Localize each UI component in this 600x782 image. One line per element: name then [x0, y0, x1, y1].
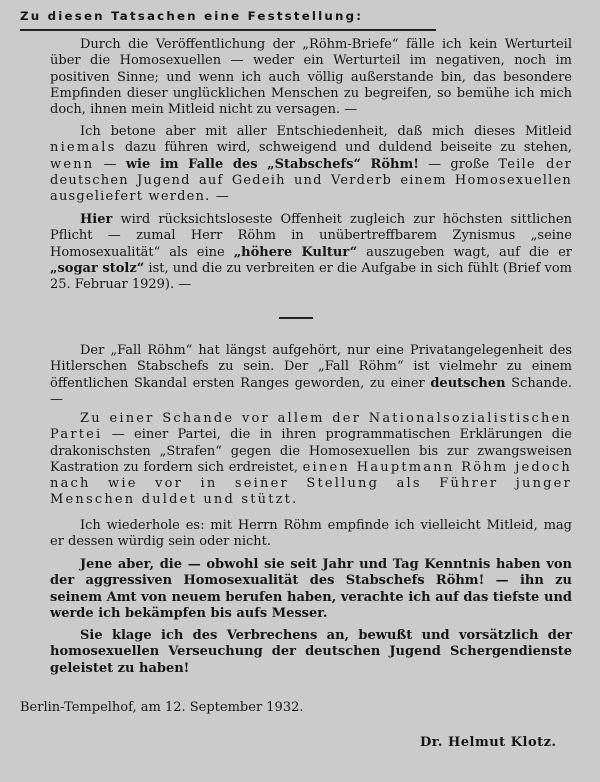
- paragraph-5: Zu einer Schande vor allem der Nationalsozialistischen Partei — einer Partei, die in ihren programmatischen Erklärungen die drakonischsten „Strafen“ gegen die Homosexuellen bis zur zwangsweisen Kastration zu fordern sich erdreistet, einen Hauptmann Röhm jedoch nach wie vor in seiner Stellung als Führer junger Menschen duldet und stützt.: [50, 411, 572, 508]
- paragraph-7: Jene aber, die — obwohl sie seit Jahr und Tag Kenntnis haben von der aggressiven Homosexualität des Stabschefs Röhm! — ihn zu seinem Amt von neuem berufen haben, verachte ich auf das tiefste und werde ich bekämpfen bis aufs Messer.: [50, 557, 572, 621]
- paragraph-3: Hier wird rücksichtsloseste Offenheit zugleich zur höchsten sittlichen Pflicht — zumal Herr Röhm in unübertreffbarem Zynismus „seine Homosexualität“ als eine „höhere Kultur“ auszugeben wagt, auf die er „sogar stolz“ ist, und die zu verbreiten er die Aufgabe in sich fühlt (Brief vom 25. Februar 1929). —: [50, 212, 573, 293]
- paragraph-4: Der „Fall Röhm“ hat längst aufgehört, nur eine Privatangelegenheit des Hitlerschen Stabschefs zu sein. Der „Fall Röhm“ ist vielmehr zu einem öffentlichen Skandal ersten Ranges geworden, zu einer deutschen Schande. —: [50, 343, 572, 407]
- place-and-date: Berlin-Tempelhof, am 12. September 1932.: [20, 700, 304, 715]
- signature: Dr. Helmut Klotz.: [420, 735, 557, 750]
- paragraph-6: Ich wiederhole es: mit Herrn Röhm empfinde ich vielleicht Mitleid, mag er dessen würdig sein oder nicht.: [50, 518, 572, 550]
- paragraph-2: Ich betone aber mit aller Entschiedenheit, daß mich dieses Mitleid niemals dazu führen wird, schweigend und duldend beiseite zu stehen, wenn — wie im Falle des „Stabschefs“ Röhm! — große Teile der deutschen Jugend auf Gedeih und Verderb einem Homosexuellen ausgeliefert werden. —: [50, 124, 572, 205]
- heading-underline: [20, 29, 436, 31]
- paragraph-8: Sie klage ich des Verbrechens an, bewußt und vorsätzlich der homosexuellen Verseuchung der deutschen Jugend Schergendienste geleistet zu haben!: [50, 628, 572, 676]
- section-divider: [279, 317, 313, 319]
- paragraph-1: Durch die Veröffentlichung der „Röhm-Briefe“ fälle ich kein Werturteil über die Homosexuellen — weder ein Werturteil im negativen, noch im positiven Sinne; und wenn ich auch völlig außerstande bin, das besondere Empfinden dieser unglücklichen Menschen zu begreifen, so bemühe ich mich doch, ihnen mein Mitleid nicht zu versagen. —: [50, 37, 572, 118]
- document-heading: Zu diesen Tatsachen eine Feststellung:: [20, 9, 364, 23]
